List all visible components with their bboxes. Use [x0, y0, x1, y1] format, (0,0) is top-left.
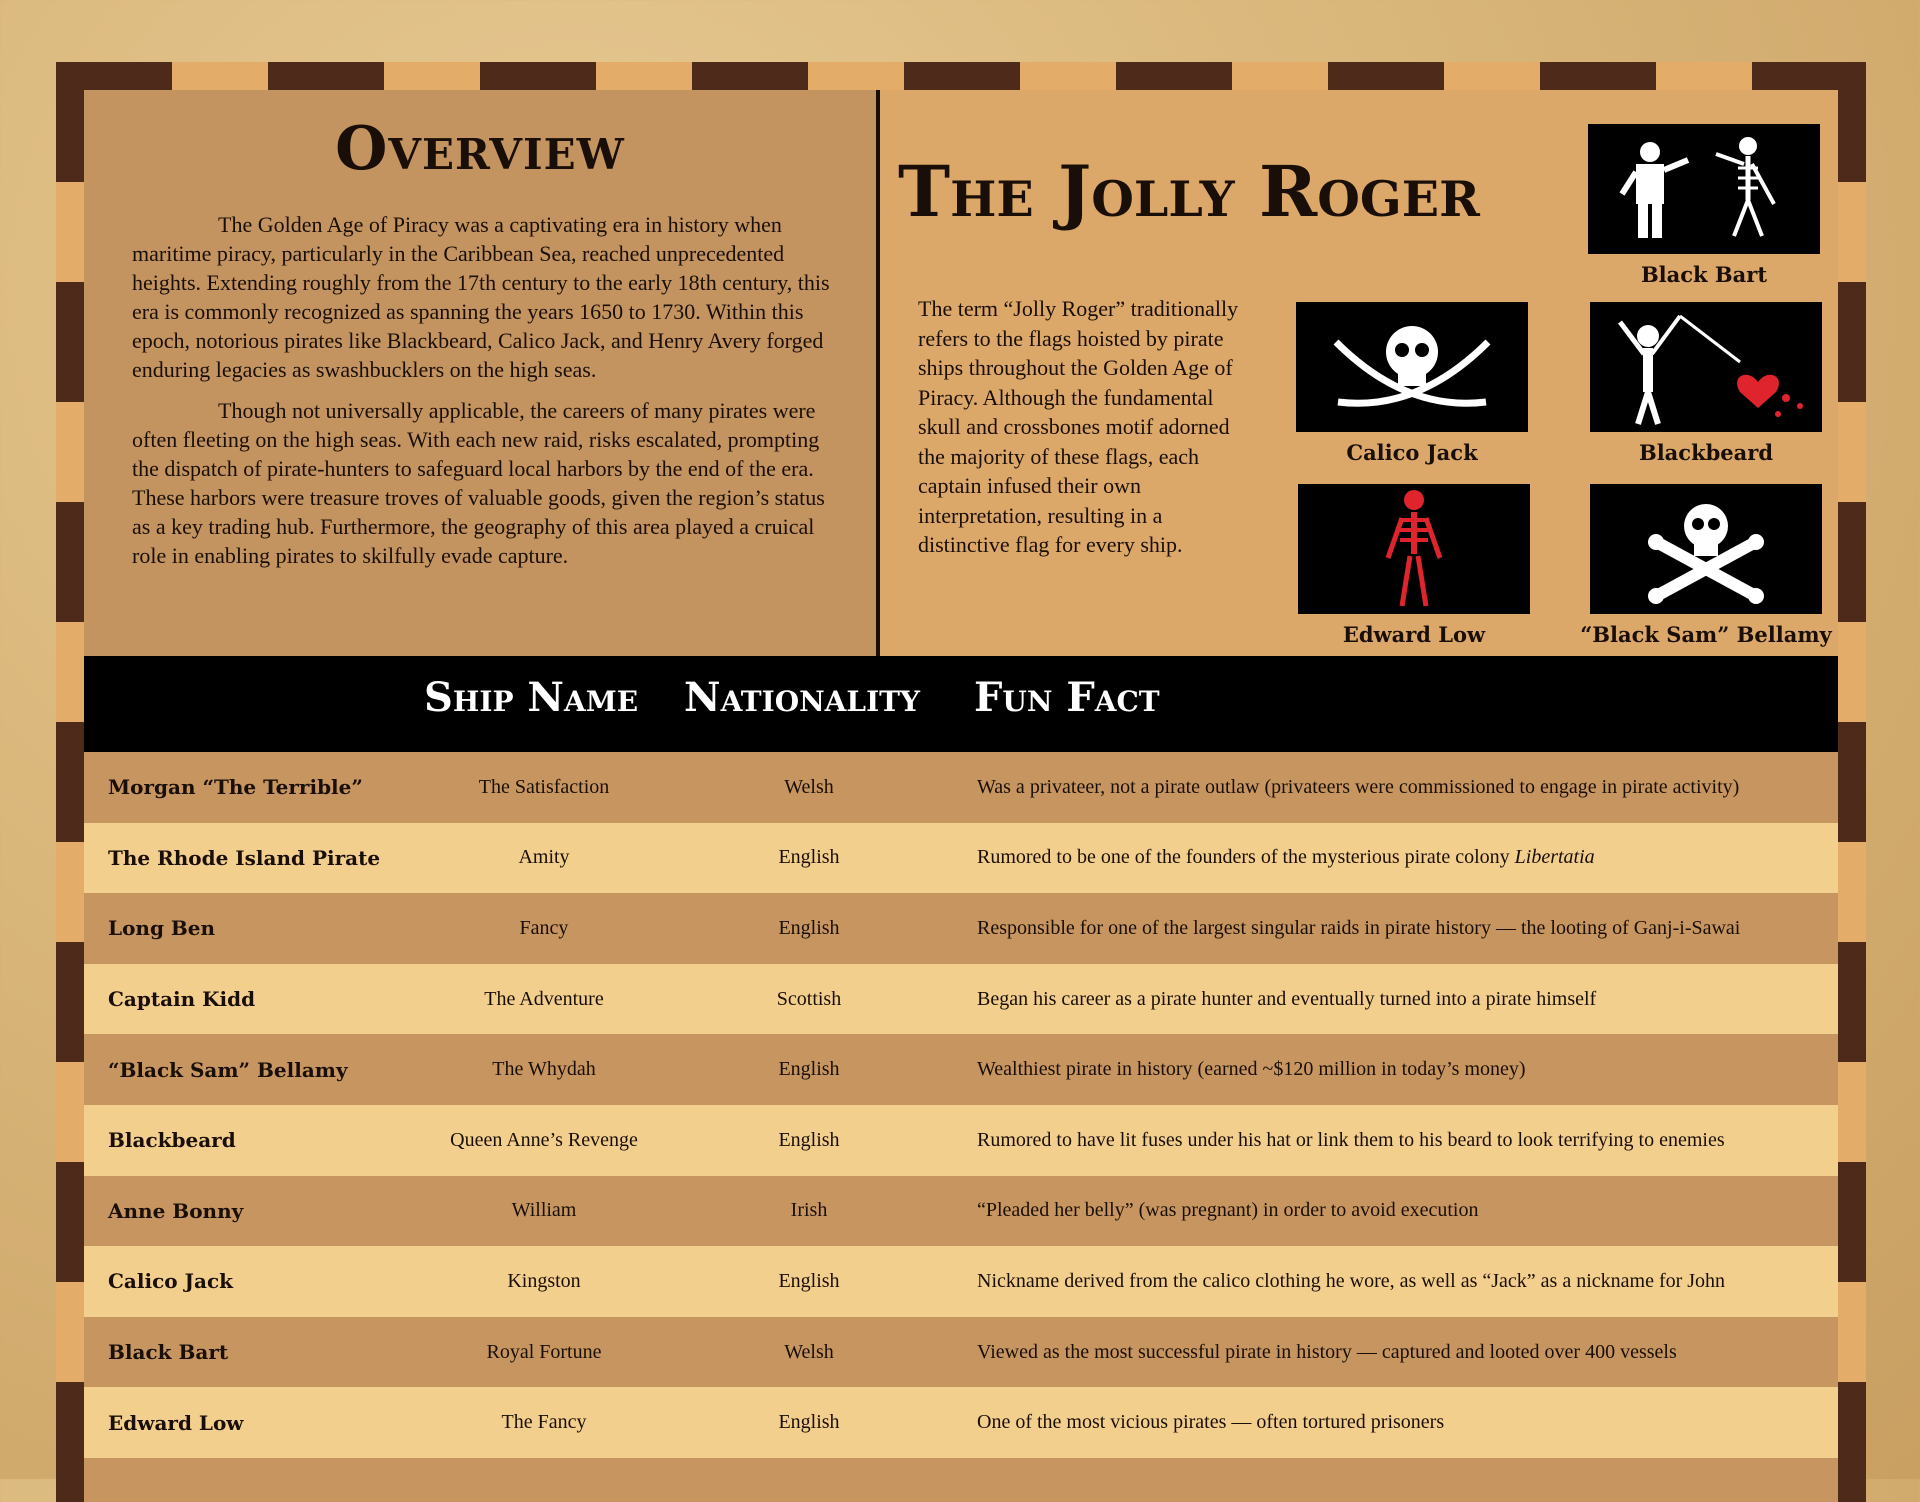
pirate-name: “Black Sam” Bellamy — [108, 1057, 348, 1082]
ship-name: The Satisfaction — [478, 775, 610, 798]
fun-fact-emphasis: Libertatia — [1514, 846, 1595, 869]
table-row-partial — [84, 1458, 1838, 1502]
nationality: Welsh — [784, 775, 834, 798]
header-fun-fact: Fun Fact — [974, 674, 1160, 721]
table-row — [84, 1246, 1838, 1317]
jolly-roger-panel — [880, 90, 1838, 656]
black-bart-flag-label: Black Bart — [1640, 262, 1768, 287]
fun-fact: Responsible for one of the largest singular raids in pirate history — the looting of Ganj-i-Sawai — [977, 916, 1741, 939]
fun-fact: “Pleaded her belly” (was pregnant) in order to avoid execution — [977, 1199, 1479, 1222]
ship-name: William — [511, 1199, 577, 1222]
bellamy-flag-label: “Black Sam” Bellamy — [1580, 622, 1832, 647]
nationality: Welsh — [784, 1340, 834, 1363]
ship-name: Kingston — [507, 1269, 581, 1292]
pirate-name: Long Ben — [108, 916, 216, 941]
fun-fact: One of the most vicious pirates — often tortured prisoners — [977, 1411, 1445, 1434]
table-row — [84, 1387, 1838, 1458]
pirate-name: The Rhode Island Pirate — [108, 845, 381, 870]
pirate-name: Anne Bonny — [108, 1198, 244, 1223]
frame-border-top — [56, 62, 1866, 90]
nationality: English — [778, 1128, 840, 1151]
pirate-name: Captain Kidd — [108, 987, 256, 1012]
table-row — [84, 1176, 1838, 1247]
blackbeard-flag-icon — [1590, 302, 1822, 432]
nationality: English — [778, 916, 840, 939]
nationality: English — [778, 1411, 840, 1434]
fun-fact: Viewed as the most successful pirate in history — captured and looted over 400 vessels — [977, 1340, 1677, 1363]
fun-fact-text: Rumored to be one of the founders of the mysterious pirate colony — [977, 846, 1510, 869]
ship-name: Royal Fortune — [486, 1340, 602, 1363]
nationality: Irish — [790, 1199, 828, 1222]
edward-low-flag-label: Edward Low — [1342, 622, 1486, 647]
fun-fact — [977, 823, 1595, 894]
bellamy-flag-icon — [1590, 484, 1822, 614]
table-row — [84, 964, 1838, 1035]
fun-fact: Rumored to have lit fuses under his hat or link them to his beard to look terrifying to enemies — [977, 1128, 1725, 1151]
pirate-name: Calico Jack — [108, 1269, 234, 1294]
header-ship-name: Ship Name — [424, 674, 639, 721]
pirate-name: Morgan “The Terrible” — [108, 775, 363, 800]
pirate-name: Edward Low — [108, 1410, 244, 1435]
nationality: English — [778, 1058, 840, 1081]
calico-jack-flag-icon — [1296, 302, 1528, 432]
blackbeard-flag-label: Blackbeard — [1638, 440, 1774, 465]
nationality: English — [778, 846, 840, 869]
table-row — [84, 1034, 1838, 1105]
table-row — [84, 752, 1838, 823]
fun-fact: Nickname derived from the calico clothing he wore, as well as “Jack” as a nickname for John — [977, 1269, 1726, 1292]
header-nationality: Nationality — [684, 674, 921, 721]
overview-panel — [84, 90, 880, 656]
ship-name: The Adventure — [484, 987, 604, 1010]
black-bart-flag-icon — [1588, 124, 1820, 254]
table-row — [84, 823, 1838, 894]
frame-border-left — [56, 62, 84, 1502]
fun-fact: Was a privateer, not a pirate outlaw (privateers were commissioned to engage in pirate activity) — [977, 775, 1740, 798]
pirate-name: Blackbeard — [108, 1128, 236, 1153]
nationality: English — [778, 1269, 840, 1292]
ship-name: Amity — [518, 846, 570, 869]
fun-fact: Began his career as a pirate hunter and eventually turned into a pirate himself — [977, 987, 1597, 1010]
ship-name: The Whydah — [492, 1058, 596, 1081]
ship-name: Queen Anne’s Revenge — [450, 1128, 638, 1151]
jolly-roger-title: The Jolly Roger — [898, 150, 1480, 233]
overview-paragraph-2: Though not universally applicable, the careers of many pirates were often fleeting on the high seas. With each new raid, risks escalated, prompting the dispatch of pirate-hunters to safeguard local harbors by the end of the era. These harbors were treasure troves of valuable goods, given the region’s status as a key trading hub. Furthermore, the geography of this area played a cruical role in enabling pirates to skilfully evade capture. — [132, 398, 825, 568]
edward-low-flag-icon — [1298, 484, 1530, 614]
table-row — [84, 1317, 1838, 1388]
content-area — [84, 90, 1838, 1502]
overview-paragraph-1: The Golden Age of Piracy was a captivating era in history when maritime piracy, particularly in the Caribbean Sea, reached unprecedented heights. Extending roughly from the 17th century to the early 18th century, this era is commonly recognized as spanning the years 1650 to 1730. Within this epoch, notorious pirates like Blackbeard, Calico Jack, and Henry Avery forged enduring legacies as swashbucklers on the high seas. — [132, 212, 830, 382]
overview-body — [132, 210, 836, 582]
table-row — [84, 893, 1838, 964]
table-header — [84, 656, 1838, 752]
overview-title: Overview — [335, 114, 625, 184]
calico-jack-flag-label: Calico Jack — [1346, 440, 1478, 465]
page-frame — [56, 62, 1866, 1502]
pirate-name: Black Bart — [108, 1340, 229, 1365]
jolly-roger-text: The term “Jolly Roger” traditionally refers to the flags hoisted by pirate ships throughout the Golden Age of Piracy. Although the fundamental skull and crossbones motif adorned the majority of these flags, each captain infused their own interpretation, resulting in a distinctive flag for every ship. — [918, 296, 1239, 557]
table-row — [84, 1105, 1838, 1176]
ship-name: The Fancy — [501, 1411, 587, 1434]
ship-name: Fancy — [519, 916, 569, 939]
fun-fact: Wealthiest pirate in history (earned ~$120 million in today’s money) — [977, 1058, 1526, 1081]
nationality: Scottish — [776, 987, 842, 1010]
